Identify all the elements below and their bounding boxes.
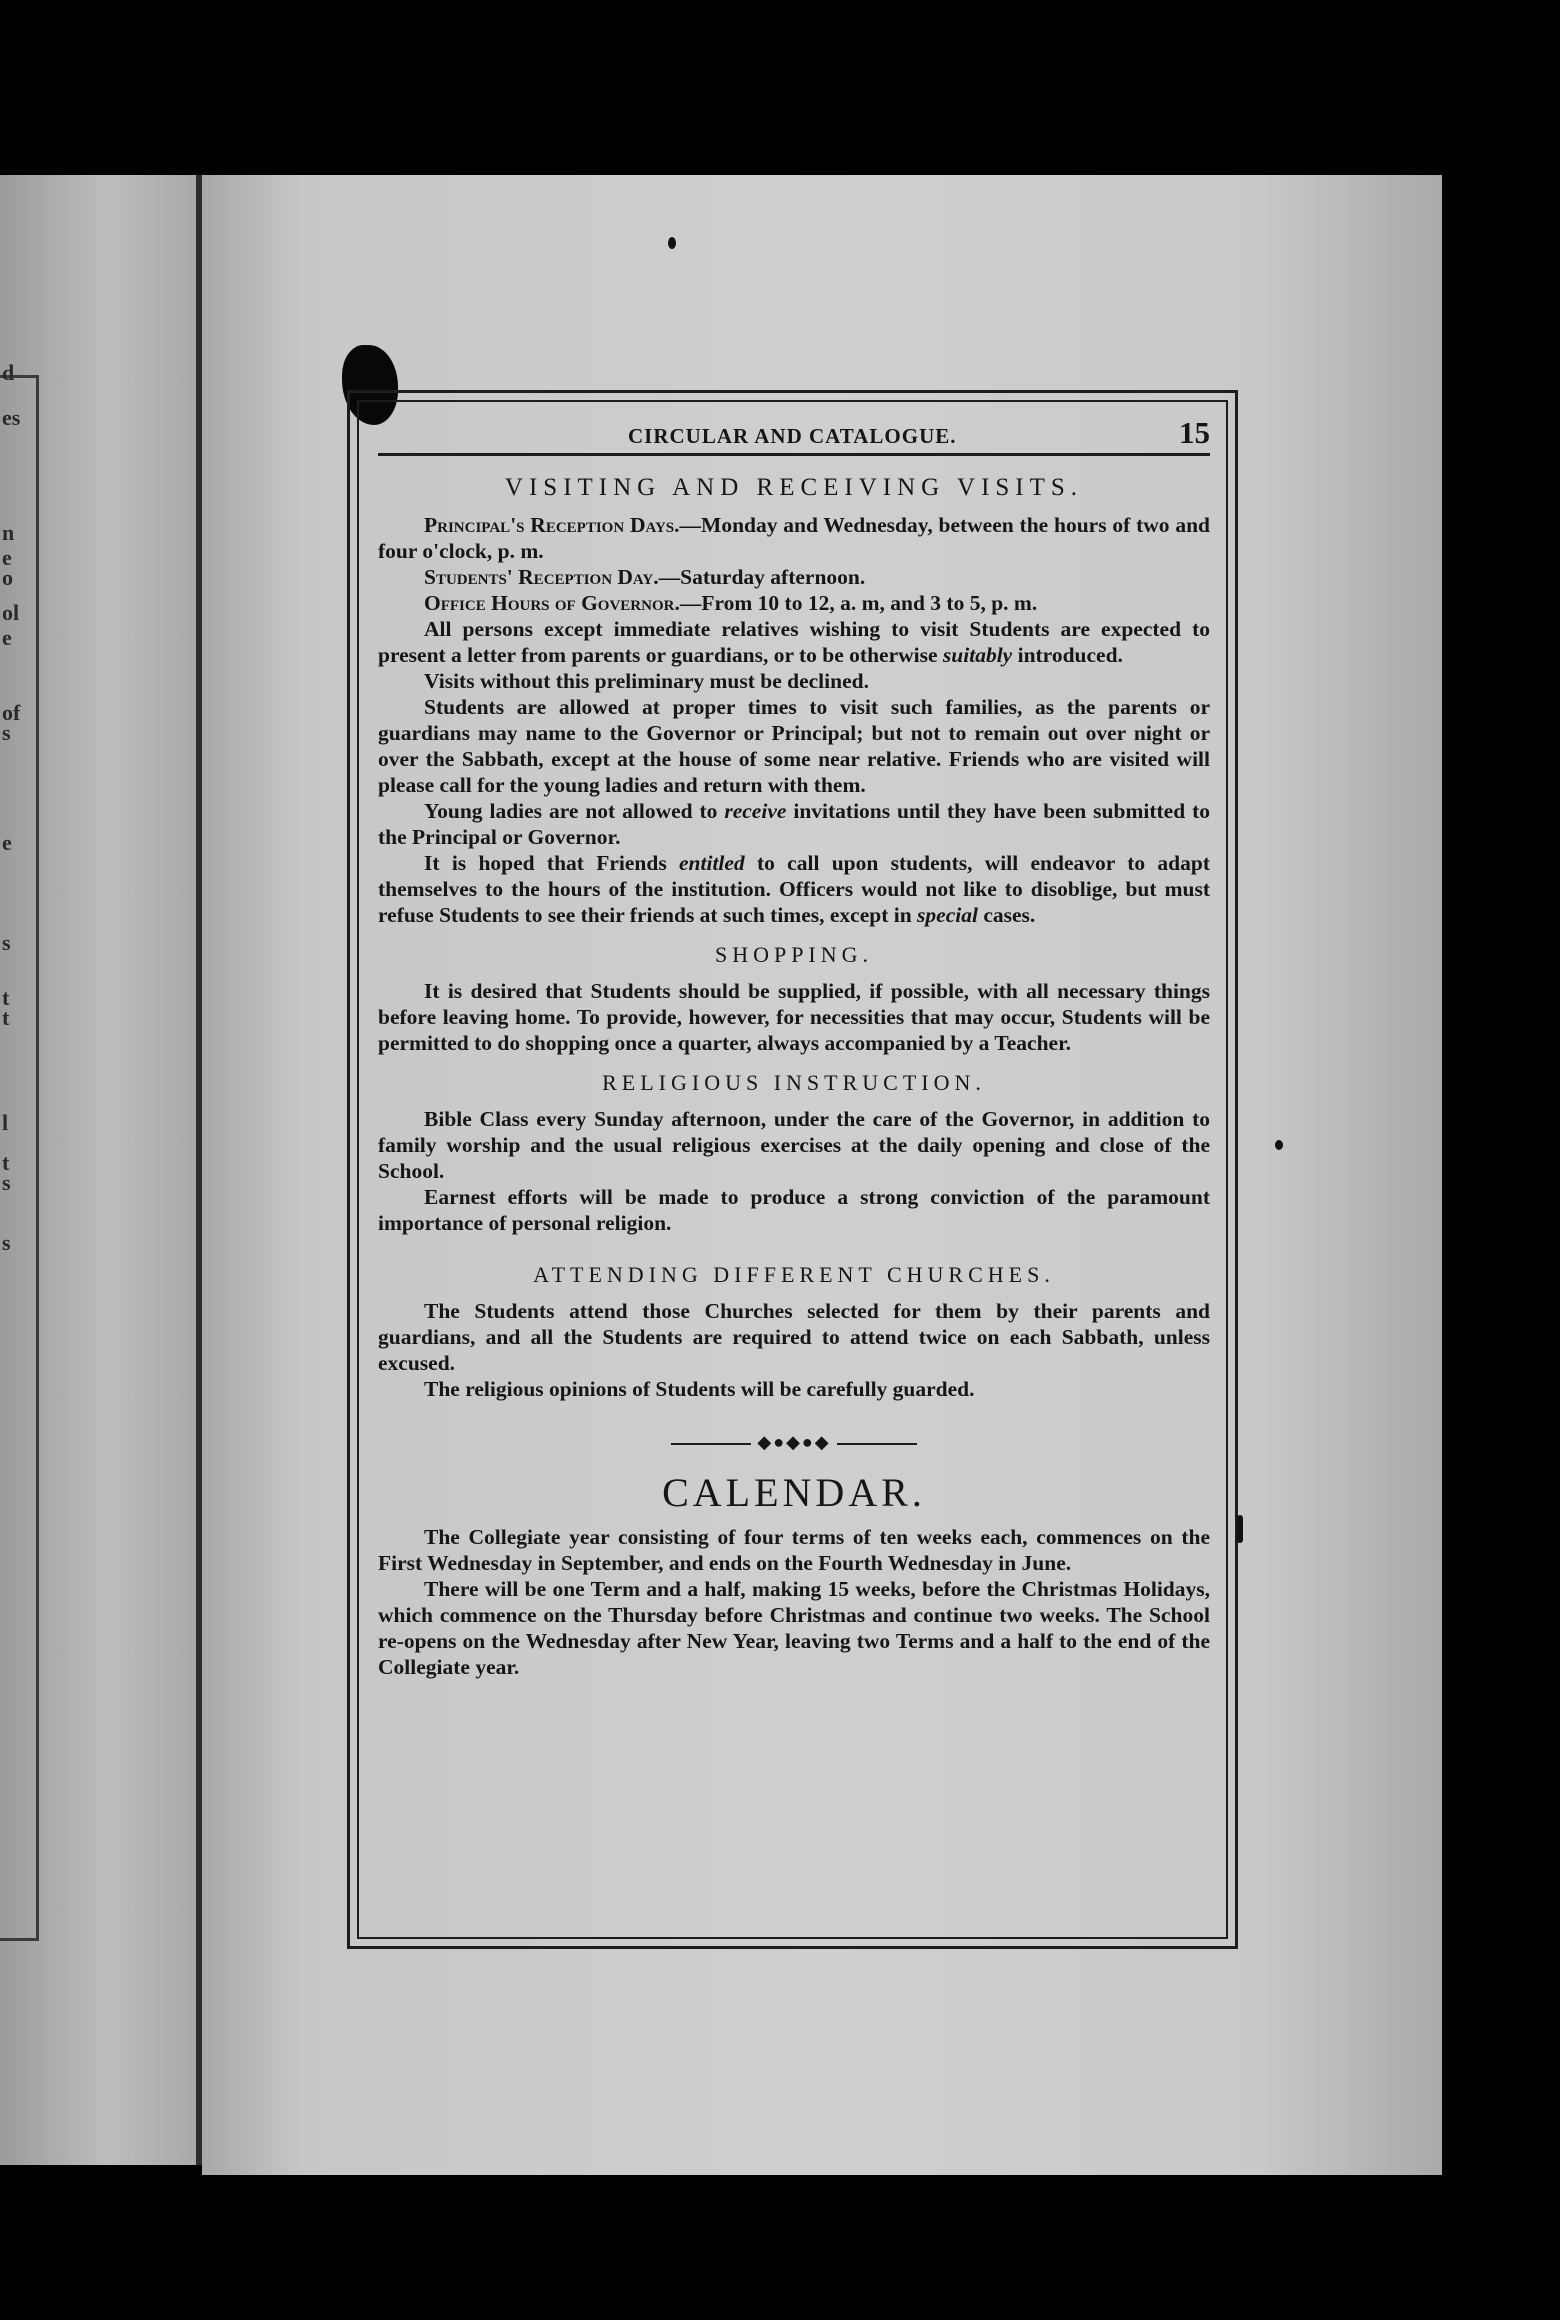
calendar-paragraph: There will be one Term and a half, making 15 weeks, before the Christmas Holidays, which commence on the Thursday before Christmas and continue two weeks. The School re-opens on the Wednesday after New Year, leaving two Terms and a half to the end of the Collegiate year.: [378, 1577, 1210, 1679]
churches-heading: ATTENDING DIFFERENT CHURCHES.: [533, 1262, 1055, 1287]
left-margin-fragment: s: [2, 720, 11, 745]
principal-reception: Principal's Reception Days.—Monday and Wednesday, between the hours of two and four o'clock, p. m.: [378, 513, 1210, 563]
left-margin-fragment: n: [2, 520, 15, 545]
left-margin-fragment: es: [2, 405, 21, 430]
students-reception: Students' Reception Day.—Saturday afternoon.: [424, 565, 866, 589]
speck: [668, 237, 676, 249]
shopping-heading: SHOPPING.: [714, 942, 874, 967]
left-page-edge: [0, 175, 202, 2165]
left-margin-fragment: e: [2, 830, 12, 855]
office-hours: Office Hours of Governor.—From 10 to 12, a. m, and 3 to 5, p. m.: [424, 591, 1038, 615]
visiting-paragraph: All persons except immediate relatives wishing to visit Students are expected to present a letter from parents or guardians, or to be otherwise suitably introduced.: [378, 617, 1210, 667]
page-15: [202, 175, 1442, 2175]
page-content: [378, 415, 1210, 1680]
left-margin-fragment: s: [2, 930, 11, 955]
visiting-paragraph: Students are allowed at proper times to visit such families, as the parents or guardians may name to the Governor or Principal; but not to remain out over night or over the Sabbath, except at the house of some near relative. Friends who are visited will please call for the young ladies and return with them.: [378, 695, 1210, 797]
left-margin-fragment: l: [2, 1110, 9, 1135]
left-margin-fragment: d: [2, 360, 15, 385]
left-margin-fragment: of: [2, 700, 21, 725]
calendar-heading: CALENDAR.: [662, 1470, 926, 1515]
visiting-paragraph: Visits without this preliminary must be declined.: [424, 669, 869, 693]
ornament-divider: ◆●◆●◆: [378, 1432, 1210, 1453]
left-margin-fragment: t: [2, 1150, 10, 1175]
visiting-paragraph: Young ladies are not allowed to receive invitations until they have been submitted to the Principal or Governor.: [378, 799, 1210, 849]
page-frame: [347, 390, 1238, 1949]
speck: [1237, 1515, 1243, 1543]
churches-paragraph: The Students attend those Churches selected for them by their parents and guardians, and all the Students are required to attend twice on each Sabbath, unless excused.: [378, 1299, 1210, 1375]
left-margin-fragment: t: [2, 1005, 10, 1030]
visiting-paragraph: It is hoped that Friends entitled to call upon students, will endeavor to adapt themselves to the hours of the institution. Officers would not like to disoblige, but must refuse Students to see their friends at such times, except in special cases.: [378, 851, 1210, 927]
left-margin-fragment: t: [2, 985, 10, 1010]
running-title: CIRCULAR AND CATALOGUE.: [628, 424, 957, 448]
speck: [1275, 1140, 1283, 1150]
page-number: 15: [1179, 415, 1210, 450]
left-margin-fragment: ol: [2, 600, 20, 625]
religious-paragraph: Earnest efforts will be made to produce a strong conviction of the paramount importance of personal religion.: [378, 1185, 1210, 1235]
churches-paragraph: The religious opinions of Students will be carefully guarded.: [424, 1377, 975, 1401]
shopping-paragraph: It is desired that Students should be supplied, if possible, with all necessary things before leaving home. To provide, however, for necessities that may occur, Students will be permitted to do shopping once a quarter, always accompanied by a Teacher.: [378, 979, 1210, 1055]
calendar-paragraph: The Collegiate year consisting of four terms of ten weeks each, commences on the First Wednesday in September, and ends on the Fourth Wednesday in June.: [378, 1525, 1210, 1575]
left-margin-fragment: o: [2, 565, 13, 590]
religious-heading: RELIGIOUS INSTRUCTION.: [602, 1070, 986, 1095]
left-margin-fragment: s: [2, 1230, 11, 1255]
visiting-heading: VISITING AND RECEIVING VISITS.: [504, 474, 1084, 501]
religious-paragraph: Bible Class every Sunday afternoon, under the care of the Governor, in addition to family worship and the usual religious exercises at the daily opening and close of the School.: [378, 1107, 1210, 1183]
left-margin-fragment: e: [2, 545, 12, 570]
left-margin-fragment: s: [2, 1170, 11, 1195]
left-margin-fragment: e: [2, 625, 12, 650]
running-header: [378, 415, 1210, 456]
